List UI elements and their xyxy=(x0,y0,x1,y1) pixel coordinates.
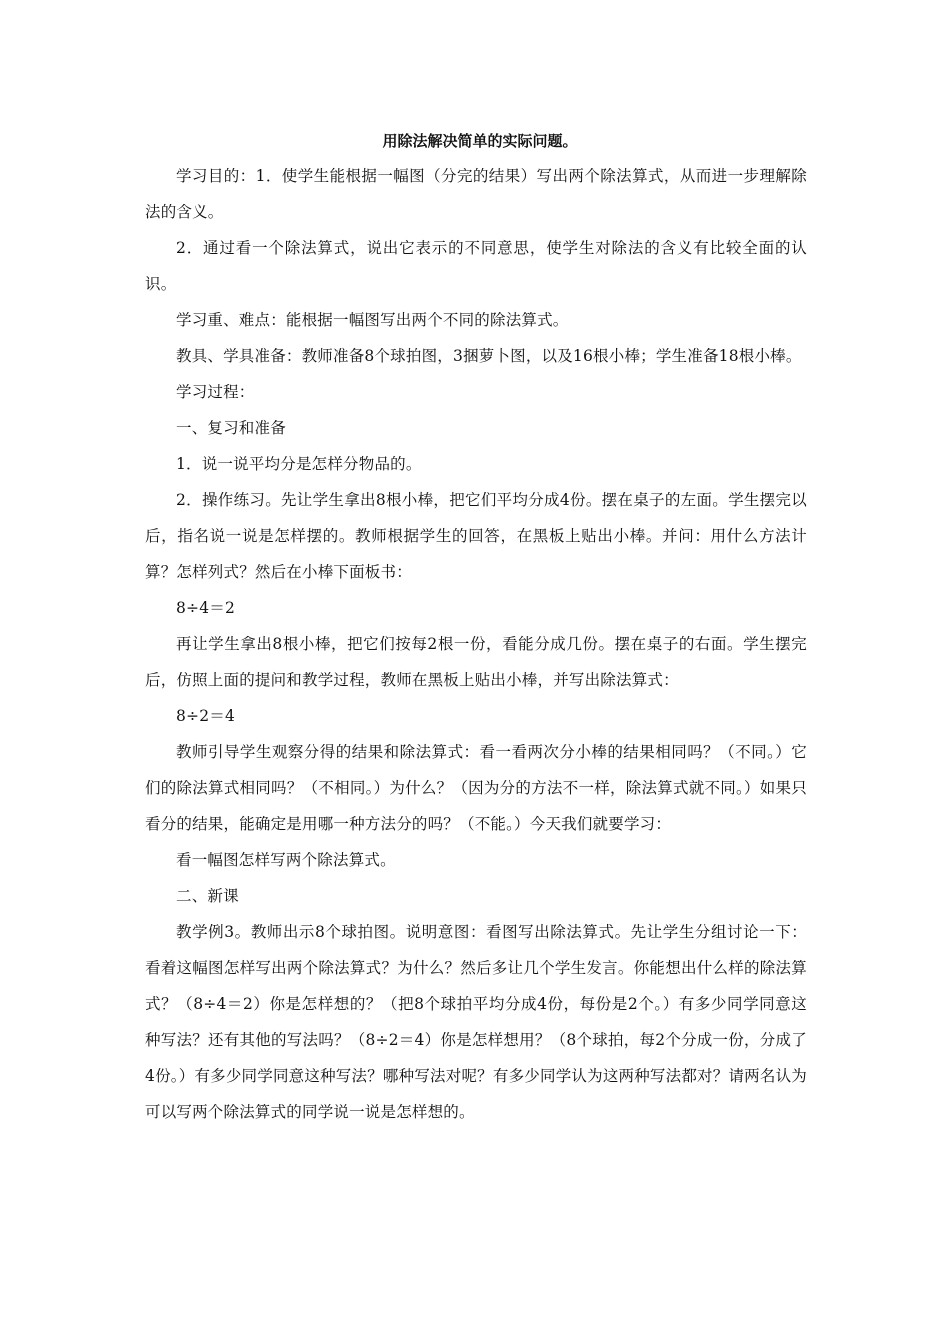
document-title: 用除法解决简单的实际问题。 xyxy=(382,132,578,150)
paragraph-learning-goal-1: 学习目的：1．使学生能根据一幅图（分完的结果）写出两个除法算式，从而进一步理解除法的含义。 xyxy=(145,167,807,221)
section-heading-new-lesson: 二、新课 xyxy=(176,887,239,905)
equation-1: 8÷4＝2 xyxy=(176,599,236,617)
paragraph-review-2: 2．操作练习。先让学生拿出8根小棒，把它们平均分成4份。摆在桌子的左面。学生摆完以后，指名说一说是怎样摆的。教师根据学生的回答，在黑板上贴出小棒。并问：用什么方法计算？怎样列式？然后在小棒下面板书： xyxy=(145,491,807,581)
paragraph-process-heading: 学习过程： xyxy=(176,383,255,401)
paragraph-observation: 教师引导学生观察分得的结果和除法算式：看一看两次分小棒的结果相同吗？（不同。）它们的除法算式相同吗？（不相同。）为什么？（因为分的方法不一样，除法算式就不同。）如果只看分的结果，能确定是用哪一种方法分的吗？（不能。）今天我们就要学习： xyxy=(145,743,807,833)
equation-2: 8÷2＝4 xyxy=(176,707,236,725)
section-heading-review: 一、复习和准备 xyxy=(176,419,286,437)
paragraph-review-1: 1．说一说平均分是怎样分物品的。 xyxy=(176,455,422,473)
paragraph-key-points: 学习重、难点：能根据一幅图写出两个不同的除法算式。 xyxy=(176,311,569,329)
document-page xyxy=(145,128,807,1130)
paragraph-lesson-topic: 看一幅图怎样写两个除法算式。 xyxy=(176,851,396,869)
paragraph-materials: 教具、学具准备：教师准备8个球拍图，3捆萝卜图，以及16根小棒；学生准备18根小棒。 xyxy=(176,347,802,365)
paragraph-review-3: 再让学生拿出8根小棒，把它们按每2根一份，看能分成几份。摆在桌子的右面。学生摆完后，仿照上面的提问和教学过程，教师在黑板上贴出小棒，并写出除法算式： xyxy=(145,635,807,689)
paragraph-example-3: 教学例3。教师出示8个球拍图。说明意图：看图写出除法算式。先让学生分组讨论一下：看着这幅图怎样写出两个除法算式？为什么？然后多让几个学生发言。你能想出什么样的除法算式？（8÷4＝2）你是怎样想的？（把8个球拍平均分成4份，每份是2个。）有多少同学同意这种写法？还有其他的写法吗？（8÷2＝4）你是怎样想用？（8个球拍，每2个分成一份，分成了4份。）有多少同学同意这种写法？哪种写法对呢？有多少同学认为这两种写法都对？请两名认为可以写两个除法算式的同学说一说是怎样想的。 xyxy=(145,923,807,1121)
paragraph-learning-goal-2: 2．通过看一个除法算式，说出它表示的不同意思，使学生对除法的含义有比较全面的认识。 xyxy=(145,239,807,293)
